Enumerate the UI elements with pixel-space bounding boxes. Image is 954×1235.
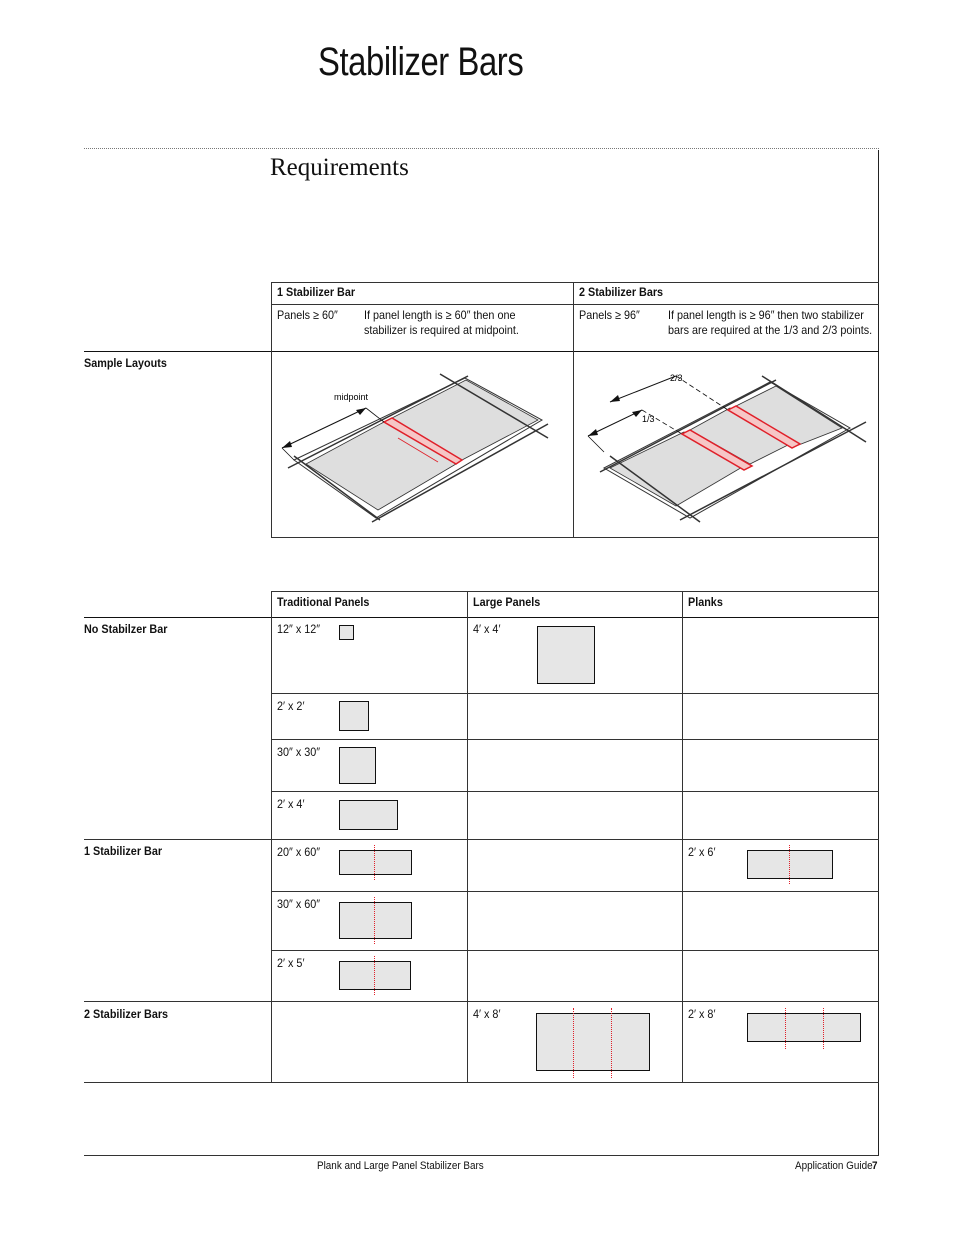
header-one-stabilizer: 1 Stabilizer Bar	[277, 285, 356, 299]
table-rule	[271, 537, 879, 538]
table-rule	[84, 839, 879, 840]
table-rule	[271, 591, 879, 592]
page-title: Stabilizer Bars	[318, 40, 524, 84]
stabilizer-marker	[823, 1008, 824, 1049]
stabilizer-marker	[573, 1008, 574, 1078]
panel-swatch	[536, 1013, 650, 1071]
header-two-stabilizers: 2 Stabilizer Bars	[579, 285, 664, 299]
size-30x60: 30″ x 60″	[277, 897, 321, 911]
table-rule	[271, 591, 272, 1082]
table-rule	[573, 282, 574, 537]
size-20x60: 20″ x 60″	[277, 845, 321, 859]
one-stabilizer-illustration	[280, 368, 570, 528]
size-12x12: 12″ x 12″	[277, 622, 321, 636]
table-rule	[271, 891, 879, 892]
panel-swatch	[339, 701, 369, 731]
panel-swatch	[339, 625, 354, 640]
page-number: 7	[872, 1160, 878, 1172]
right-border-line	[878, 150, 879, 1156]
panel-swatch	[339, 961, 411, 990]
table-rule	[682, 591, 683, 1082]
stabilizer-marker	[374, 845, 375, 880]
size-2x5: 2′ x 5′	[277, 956, 305, 970]
two-thirds-label: 2/3	[670, 373, 683, 383]
group-two-stabilizers: 2 Stabilizer Bars	[84, 1007, 169, 1021]
desc-one-line1: If panel length is ≥ 60″ then one	[364, 308, 516, 322]
panel-swatch	[747, 850, 833, 879]
midpoint-label: midpoint	[334, 392, 369, 402]
desc-two-line2: bars are required at the 1/3 and 2/3 points.	[668, 323, 873, 337]
footer-guide-label: Application Guide	[795, 1160, 873, 1172]
table-rule	[84, 351, 879, 352]
panel-swatch	[339, 800, 398, 830]
panel-swatch	[537, 626, 595, 684]
table-rule	[271, 304, 879, 305]
size-4x8: 4′ x 8′	[473, 1007, 501, 1021]
stabilizer-marker	[789, 845, 790, 884]
table-rule	[84, 1001, 879, 1002]
stabilizer-marker	[611, 1008, 612, 1078]
desc-two-line1: If panel length is ≥ 96″ then two stabilizer	[668, 308, 864, 322]
group-no-stabilizer: No Stabilzer Bar	[84, 622, 168, 636]
col-header-traditional: Traditional Panels	[277, 595, 370, 609]
size-2x6: 2′ x 6′	[688, 845, 716, 859]
sample-layouts-label: Sample Layouts	[84, 356, 167, 370]
one-third-label: 1/3	[642, 414, 655, 424]
footer-document-title: Plank and Large Panel Stabilizer Bars	[317, 1160, 484, 1172]
dotted-divider	[84, 148, 879, 149]
table-rule	[271, 739, 879, 740]
stabilizer-marker	[374, 956, 375, 995]
col-header-large: Large Panels	[473, 595, 541, 609]
table-rule	[271, 950, 879, 951]
table-rule	[271, 791, 879, 792]
panel-swatch	[339, 902, 412, 939]
condition-one: Panels ≥ 60″	[277, 308, 338, 322]
table-rule	[467, 591, 468, 1082]
condition-two: Panels ≥ 96″	[579, 308, 640, 322]
size-2x4: 2′ x 4′	[277, 797, 305, 811]
panel-swatch	[747, 1013, 861, 1042]
panel-swatch	[339, 747, 376, 784]
size-4x4: 4′ x 4′	[473, 622, 501, 636]
table-rule	[84, 1082, 879, 1083]
table-rule	[271, 282, 879, 283]
stabilizer-marker	[374, 897, 375, 944]
section-heading: Requirements	[270, 154, 409, 181]
col-header-planks: Planks	[688, 595, 723, 609]
stabilizer-marker	[785, 1008, 786, 1049]
desc-one-line2: stabilizer is required at midpoint.	[364, 323, 519, 337]
group-one-stabilizer: 1 Stabilizer Bar	[84, 844, 163, 858]
size-2x8: 2′ x 8′	[688, 1007, 716, 1021]
size-2x2: 2′ x 2′	[277, 699, 305, 713]
table-rule	[271, 282, 272, 537]
two-stabilizers-illustration	[580, 368, 870, 528]
panel-swatch	[339, 850, 412, 875]
table-rule	[271, 693, 879, 694]
table-rule	[84, 617, 879, 618]
footer-rule	[84, 1155, 879, 1156]
size-30x30: 30″ x 30″	[277, 745, 321, 759]
